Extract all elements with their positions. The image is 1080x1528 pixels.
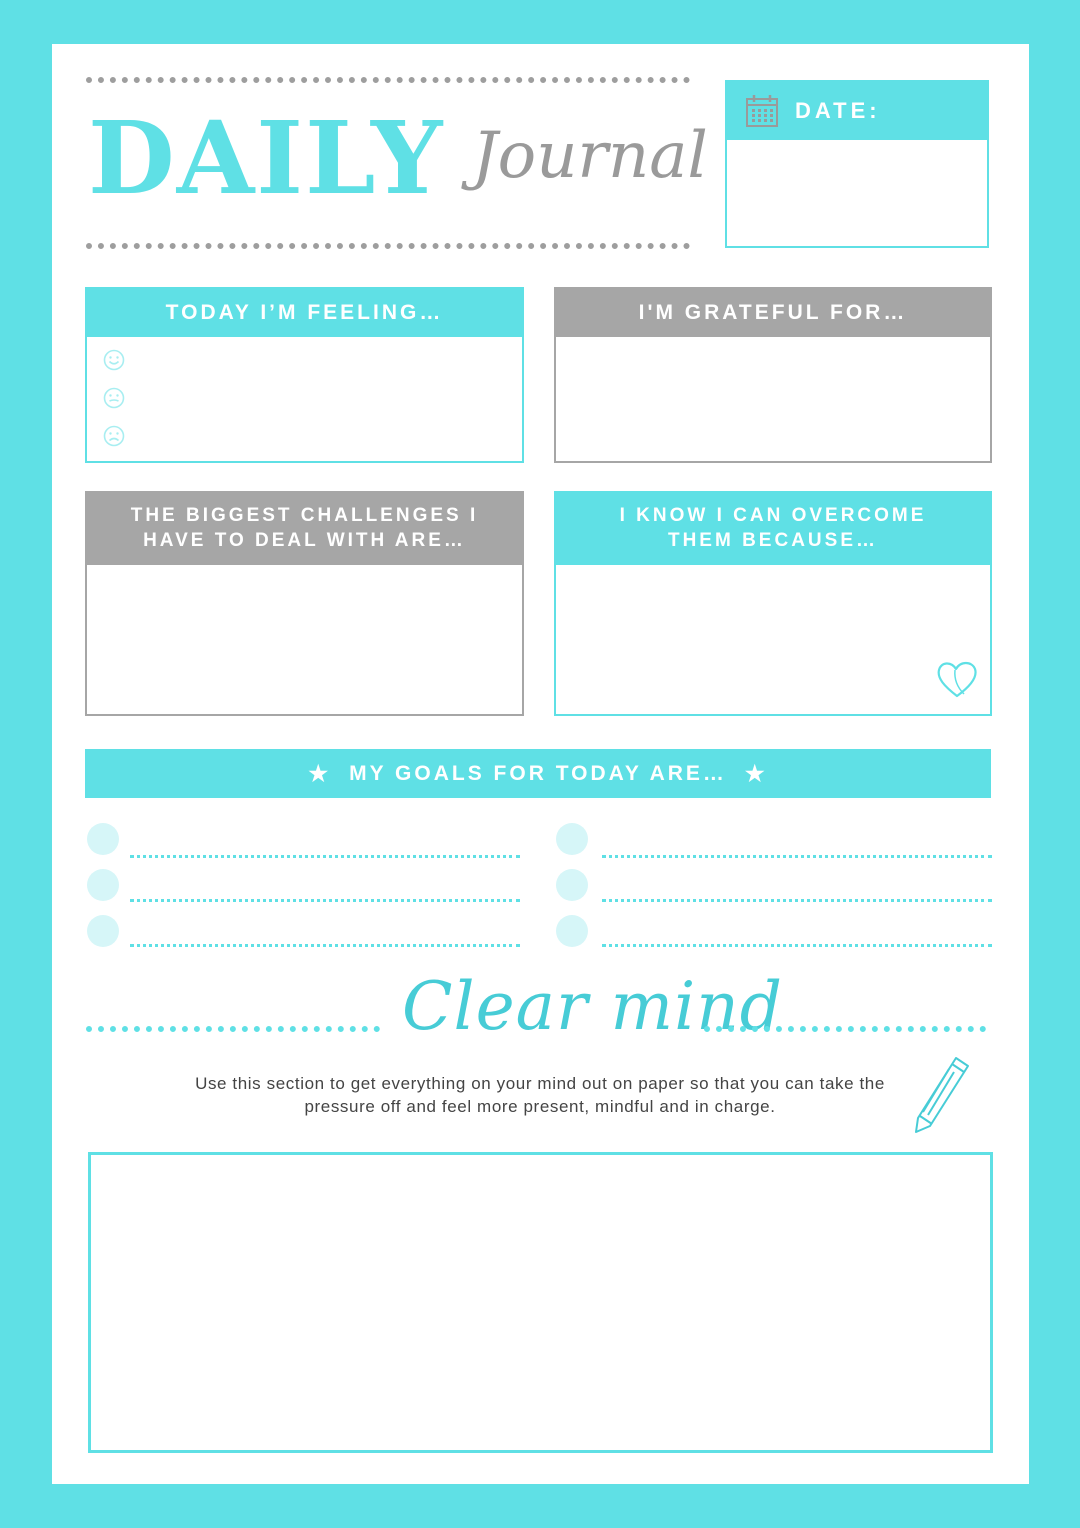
challenges-header: [87, 493, 522, 565]
clear-mind-write-area[interactable]: [88, 1152, 993, 1453]
grateful-header: I'M GRATEFUL FOR…: [556, 289, 990, 337]
challenges-header-line1: THE BIGGEST CHALLENGES I: [130, 505, 479, 527]
goal-checkbox[interactable]: [556, 823, 588, 855]
overcome-header: [556, 493, 990, 565]
goal-checkbox[interactable]: [556, 915, 588, 947]
title-journal: Journal: [472, 119, 708, 193]
clear-mind-title: Clear mind: [402, 968, 783, 1045]
pencil-icon: [908, 1052, 974, 1136]
star-icon-left: ★: [308, 760, 332, 786]
clear-mind-dotted-left: [86, 1026, 380, 1032]
star-icon-right: ★: [744, 760, 768, 786]
calendar-icon: [745, 94, 779, 128]
title-daily: DAILY: [88, 99, 445, 217]
date-input-area[interactable]: [727, 140, 987, 246]
overcome-header-line2: THEM BECAUSE…: [667, 530, 878, 551]
goals-title: MY GOALS FOR TODAY ARE…: [349, 761, 727, 785]
goals-header: [85, 749, 991, 798]
goal-line[interactable]: [602, 944, 992, 947]
feeling-write-area[interactable]: [87, 337, 522, 461]
goal-checkbox[interactable]: [87, 915, 119, 947]
overcome-box: [554, 491, 992, 716]
heart-icon: [934, 656, 980, 702]
challenges-box: [85, 491, 524, 716]
challenges-write-area[interactable]: [87, 565, 522, 714]
grateful-write-area[interactable]: [556, 337, 990, 461]
clear-mind-description: Use this section to get everything on your mind out on paper so that you can take the pressure off and feel more present, mindful and in charge.: [195, 1074, 885, 1116]
goal-checkbox[interactable]: [87, 869, 119, 901]
feeling-box: [85, 287, 524, 463]
feeling-header: TODAY I’M FEELING…: [87, 289, 522, 337]
goal-line[interactable]: [602, 899, 992, 902]
overcome-header-line1: I KNOW I CAN OVERCOME: [619, 505, 927, 527]
goal-line[interactable]: [130, 944, 520, 947]
neutral-face-icon: [103, 387, 125, 409]
top-dotted-divider: [86, 77, 690, 83]
bottom-dotted-divider: [86, 243, 690, 249]
goal-line[interactable]: [130, 899, 520, 902]
date-header: [727, 82, 987, 140]
goal-line[interactable]: [130, 855, 520, 858]
goal-checkbox[interactable]: [87, 823, 119, 855]
date-label: DATE:: [795, 98, 881, 123]
goal-line[interactable]: [602, 855, 992, 858]
overcome-write-area[interactable]: [556, 565, 990, 714]
challenges-header-line2: HAVE TO DEAL WITH ARE…: [143, 530, 466, 551]
sad-face-icon: [103, 425, 125, 447]
journal-page: [52, 44, 1029, 1484]
clear-mind-dotted-right: [704, 1026, 986, 1032]
goal-checkbox[interactable]: [556, 869, 588, 901]
grateful-box: [554, 287, 992, 463]
smile-face-icon: [103, 349, 125, 371]
date-box: [725, 80, 989, 248]
